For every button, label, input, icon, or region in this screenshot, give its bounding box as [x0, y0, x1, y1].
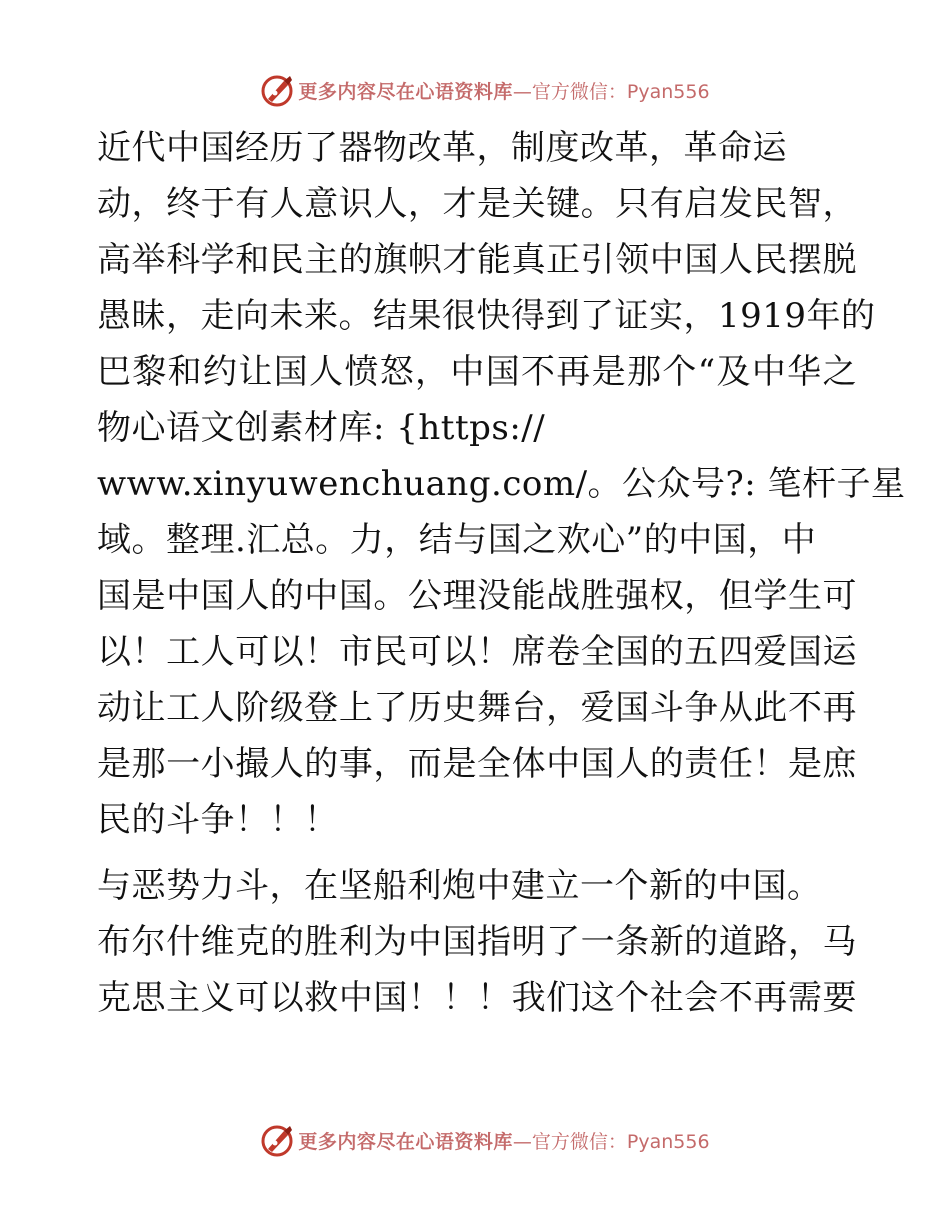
text-line: 动，终于有人意识人，才是关键。只有启发民智， — [97, 184, 857, 224]
text-line: 愚昧，走向未来。结果很快得到了证实，1919年的 — [97, 296, 876, 336]
text-line: 民的斗争！！！ — [97, 800, 339, 840]
text-line: 克思主义可以救中国！！！我们这个社会不再需要 — [97, 978, 857, 1018]
text-line: www.xinyuwenchuang.com/。公众号?: 笔杆子星 — [97, 464, 906, 504]
text-line: 与恶势力斗，在坚船利炮中建立一个新的中国。 — [97, 866, 822, 906]
text-line: 以！工人可以！市民可以！席卷全国的五四爱国运 — [97, 632, 857, 672]
paragraph-gap — [97, 848, 857, 858]
pen-logo-icon — [260, 1123, 294, 1157]
text-line: 物心语文创素材库: {https:// — [97, 408, 546, 448]
text-line: 动让工人阶级登上了历史舞台，爱国斗争从此不再 — [97, 688, 857, 728]
paragraph-1 — [97, 120, 906, 848]
header-banner — [0, 70, 950, 110]
header-wechat-text: —官方微信：Pyan556 — [512, 80, 710, 103]
document-body — [97, 120, 906, 1026]
footer-brand-text: 更多内容尽在心语资料库 — [298, 1130, 513, 1153]
header-banner-inner — [260, 73, 709, 107]
footer-banner — [0, 1120, 950, 1160]
text-line: 近代中国经历了器物改革，制度改革，革命运 — [97, 128, 787, 168]
footer-banner-inner — [260, 1123, 709, 1157]
footer-wechat-text: —官方微信：Pyan556 — [512, 1130, 710, 1153]
text-line: 布尔什维克的胜利为中国指明了一条新的道路，马 — [97, 922, 857, 962]
paragraph-2 — [97, 858, 857, 1026]
header-brand-text: 更多内容尽在心语资料库 — [298, 80, 513, 103]
text-line: 高举科学和民主的旗帜才能真正引领中国人民摆脱 — [97, 240, 857, 280]
pen-logo-icon — [260, 73, 294, 107]
text-line: 国是中国人的中国。公理没能战胜强权，但学生可 — [97, 576, 857, 616]
text-line: 巴黎和约让国人愤怒，中国不再是那个“及中华之 — [97, 352, 857, 392]
text-line: 是那一小撮人的事，而是全体中国人的责任！是庶 — [97, 744, 857, 784]
text-line: 域。整理.汇总。力，结与国之欢心”的中国，中 — [97, 520, 817, 560]
